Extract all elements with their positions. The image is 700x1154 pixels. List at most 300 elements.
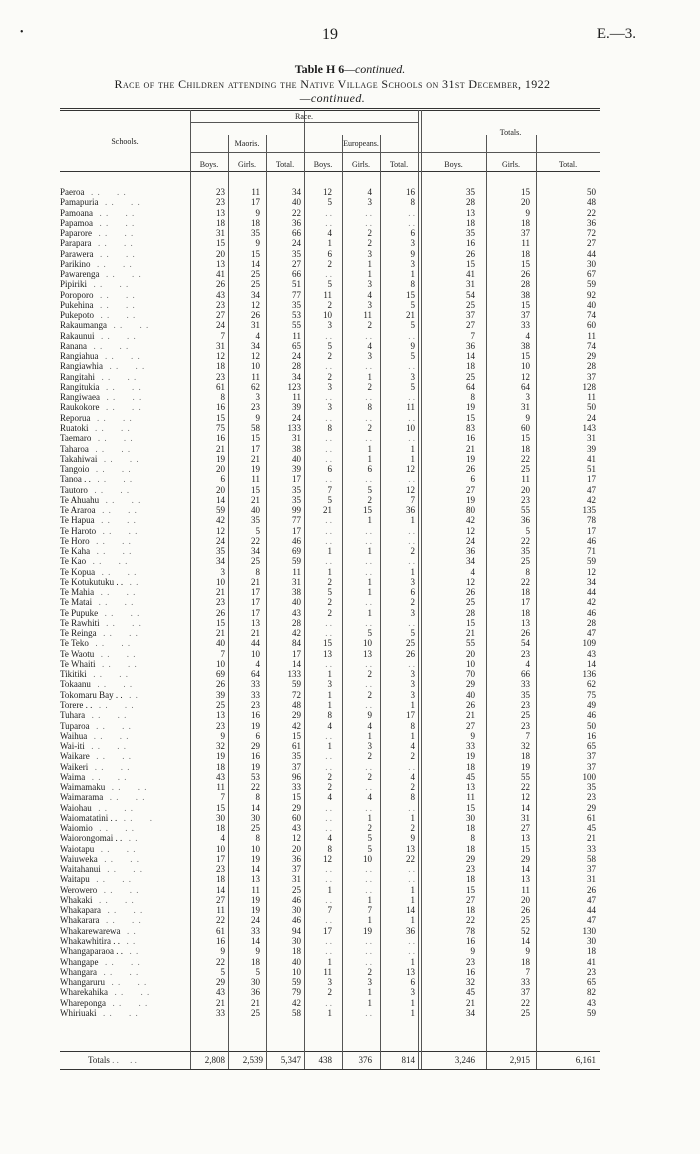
cell-maori-girls: 9 <box>255 238 260 249</box>
cell-total-girls: 18 <box>521 607 530 618</box>
cell-maori-girls: 24 <box>251 915 260 926</box>
cell-maori-total: 79 <box>292 987 301 998</box>
cell-maori-total: 35 <box>292 248 301 259</box>
cell-european-total: 5 <box>410 299 415 310</box>
table-row <box>60 804 600 813</box>
cell-european-total: 8 <box>410 279 415 290</box>
cell-maori-girls: 62 <box>251 381 260 392</box>
cell-european-boys: 1 <box>327 884 332 895</box>
school-name: Reporua . . <box>60 414 152 423</box>
cell-total-boys: 28 <box>466 197 475 208</box>
cell-maori-total: 40 <box>292 597 301 608</box>
cell-maori-boys: 31 <box>216 228 225 239</box>
cell-maori-total: 28 <box>292 361 301 372</box>
cell-maori-total: 72 <box>292 689 301 700</box>
cell-european-girls: 3 <box>367 197 372 208</box>
cell-total-boys: 27 <box>466 320 475 331</box>
school-name: Papamoa . . <box>60 219 152 228</box>
cell-maori-girls: 8 <box>255 566 260 577</box>
cell-total-boys: 12 <box>466 576 475 587</box>
cell-maori-boys: 18 <box>216 761 225 772</box>
cell-maori-girls: 9 <box>255 946 260 957</box>
cell-total-girls: 9 <box>525 946 530 957</box>
cell-maori-total: 36 <box>292 853 301 864</box>
cell-maori-girls: 25 <box>251 279 260 290</box>
cell-european-girls: 1 <box>367 587 372 598</box>
cell-total-boys: 18 <box>466 905 475 916</box>
cell-european-total: 11 <box>406 402 415 413</box>
cell-european-girls <box>342 763 372 772</box>
cell-maori-boys: 32 <box>216 741 225 752</box>
cell-maori-total: 96 <box>292 771 301 782</box>
cell-total-boys: 15 <box>466 884 475 895</box>
cell-european-boys <box>304 219 332 228</box>
cell-total-boys: 12 <box>466 525 475 536</box>
cell-european-boys: 2 <box>327 597 332 608</box>
cell-total-girls: 22 <box>521 535 530 546</box>
cell-maori-total: 123 <box>287 381 301 392</box>
cell-maori-total: 42 <box>292 720 301 731</box>
cell-european-total: 1 <box>410 1007 415 1018</box>
table-row <box>60 711 600 720</box>
cell-european-boys: 2 <box>327 771 332 782</box>
cell-maori-boys: 7 <box>220 792 225 803</box>
cell-maori-total: 35 <box>292 299 301 310</box>
cell-maori-girls: 34 <box>251 546 260 557</box>
table-row <box>60 875 600 884</box>
cell-total-girls: 22 <box>521 782 530 793</box>
cell-total-total: 17 <box>587 474 596 485</box>
cell-total-total: 74 <box>587 340 596 351</box>
school-name: Tangoio . . <box>60 465 152 474</box>
cell-maori-girls: 8 <box>255 833 260 844</box>
cell-european-boys <box>304 629 332 638</box>
cell-maori-boys: 69 <box>216 669 225 680</box>
school-name: Tuparoa . . <box>60 722 152 731</box>
cell-total-girls: 25 <box>521 915 530 926</box>
cell-european-girls: 2 <box>367 689 372 700</box>
cell-maori-boys: 29 <box>216 977 225 988</box>
cell-european-girls: 1 <box>367 576 372 587</box>
table-row <box>60 393 600 402</box>
table-row <box>60 403 600 412</box>
school-name: Te Kao . . <box>60 557 152 566</box>
cell-total-boys: 45 <box>466 771 475 782</box>
cell-maori-girls: 22 <box>251 782 260 793</box>
cell-maori-boys: 21 <box>216 628 225 639</box>
cell-european-girls: 2 <box>367 228 372 239</box>
cell-maori-boys: 5 <box>220 966 225 977</box>
cell-total-boys: 11 <box>466 792 475 803</box>
cell-european-girls <box>342 527 372 536</box>
cell-european-girls <box>342 660 372 669</box>
cell-european-total: 8 <box>410 197 415 208</box>
cell-european-girls: 2 <box>367 669 372 680</box>
table-row <box>60 496 600 505</box>
cell-maori-girls: 30 <box>251 977 260 988</box>
totals-maori-total: 5,347 <box>280 1055 301 1065</box>
cell-total-girls: 28 <box>521 279 530 290</box>
cell-total-girls: 54 <box>521 638 530 649</box>
school-name: Whakawhitira . . . . <box>60 937 152 946</box>
cell-total-girls: 22 <box>521 997 530 1008</box>
cell-maori-total: 55 <box>292 320 301 331</box>
table-row <box>60 763 600 772</box>
cell-total-girls: 18 <box>521 587 530 598</box>
cell-total-girls: 14 <box>521 802 530 813</box>
cell-total-total: 50 <box>587 720 596 731</box>
cell-total-total: 58 <box>587 853 596 864</box>
school-name: Whangape . . <box>60 958 152 967</box>
cell-total-girls: 26 <box>521 269 530 280</box>
totals-all-boys: 3,246 <box>454 1055 475 1065</box>
cell-total-boys: 21 <box>466 997 475 1008</box>
cell-total-boys: 7 <box>470 330 475 341</box>
cell-european-boys <box>304 557 332 566</box>
cell-total-total: 22 <box>587 207 596 218</box>
table-row <box>60 947 600 956</box>
cell-european-total: 7 <box>410 494 415 505</box>
cell-maori-total: 30 <box>292 905 301 916</box>
cell-total-boys: 26 <box>466 464 475 475</box>
cell-total-boys: 9 <box>470 730 475 741</box>
cell-european-total: 1 <box>410 443 415 454</box>
cell-total-girls: 7 <box>525 966 530 977</box>
table-row <box>60 978 600 987</box>
cell-maori-total: 10 <box>292 966 301 977</box>
cell-european-boys <box>304 732 332 741</box>
cell-european-total: 5 <box>410 320 415 331</box>
cell-european-girls: 2 <box>367 771 372 782</box>
cell-maori-boys: 19 <box>216 751 225 762</box>
cell-european-girls <box>342 393 372 402</box>
cell-maori-total: 65 <box>292 340 301 351</box>
cell-total-boys: 15 <box>466 617 475 628</box>
cell-maori-girls: 5 <box>255 966 260 977</box>
cell-total-boys: 19 <box>466 402 475 413</box>
school-name: Torere . . . . <box>60 701 152 710</box>
cell-maori-girls: 23 <box>251 700 260 710</box>
cell-maori-boys: 15 <box>216 617 225 628</box>
cell-total-total: 72 <box>587 228 596 239</box>
cell-maori-boys: 10 <box>216 658 225 669</box>
cell-total-boys: 9 <box>470 946 475 957</box>
table-row <box>60 383 600 392</box>
cell-maori-boys: 21 <box>216 997 225 1008</box>
cell-european-boys: 5 <box>327 279 332 290</box>
cell-european-girls <box>342 434 372 443</box>
table-row <box>60 311 600 320</box>
table-row <box>60 321 600 330</box>
school-name: Waima . . <box>60 773 152 782</box>
school-name: Paeroa . . <box>60 188 152 197</box>
cell-maori-total: 11 <box>292 392 301 403</box>
cell-maori-total: 60 <box>292 812 301 823</box>
cell-total-total: 135 <box>582 505 596 516</box>
table-row <box>60 650 600 659</box>
cell-maori-total: 27 <box>292 258 301 269</box>
cell-european-girls: 4 <box>367 340 372 351</box>
cell-total-girls: 31 <box>521 402 530 413</box>
cell-maori-total: 20 <box>292 843 301 854</box>
cell-european-boys: 2 <box>327 351 332 362</box>
cell-european-girls: 1 <box>367 997 372 1008</box>
cell-maori-girls: 21 <box>251 997 260 1008</box>
cell-european-boys <box>304 619 332 628</box>
cell-total-total: 33 <box>587 843 596 854</box>
cell-maori-girls: 25 <box>251 823 260 834</box>
cell-maori-total: 24 <box>292 412 301 423</box>
cell-total-girls: 55 <box>521 771 530 782</box>
cell-maori-total: 40 <box>292 197 301 208</box>
cell-european-girls: 3 <box>367 279 372 290</box>
cell-maori-boys: 16 <box>216 402 225 413</box>
cell-total-girls: 35 <box>521 689 530 700</box>
cell-maori-boys: 61 <box>216 925 225 936</box>
cell-maori-boys: 31 <box>216 340 225 351</box>
cell-total-total: 82 <box>587 987 596 998</box>
cell-european-total <box>380 393 415 402</box>
table-row <box>60 701 600 710</box>
cell-maori-boys: 23 <box>216 187 225 197</box>
cell-european-boys: 2 <box>327 987 332 998</box>
cell-total-boys: 23 <box>466 864 475 875</box>
cell-european-boys: 1 <box>327 1007 332 1018</box>
cell-maori-girls: 21 <box>251 628 260 639</box>
cell-total-girls: 29 <box>521 853 530 864</box>
cell-european-girls <box>342 783 372 792</box>
school-name: Te Kotukutuku . . . . <box>60 578 152 587</box>
cell-total-total: 62 <box>587 679 596 690</box>
cell-total-total: 59 <box>587 279 596 290</box>
cell-european-girls <box>342 414 372 423</box>
cell-maori-total: 28 <box>292 617 301 628</box>
cell-maori-girls: 16 <box>251 710 260 721</box>
cell-total-total: 46 <box>587 535 596 546</box>
school-name: Waihua . . <box>60 732 152 741</box>
table-row <box>60 424 600 433</box>
table-row <box>60 660 600 669</box>
cell-european-total: 6 <box>410 587 415 598</box>
cell-maori-girls: 4 <box>255 658 260 669</box>
cell-european-total: 1 <box>410 730 415 741</box>
cell-european-girls: 2 <box>367 751 372 762</box>
cell-maori-girls: 18 <box>251 956 260 967</box>
cell-total-girls: 37 <box>521 228 530 239</box>
cell-european-total: 1 <box>410 956 415 967</box>
cell-total-girls: 26 <box>521 628 530 639</box>
subtitle-line2: —continued. <box>299 91 366 105</box>
cell-total-girls: 10 <box>521 361 530 372</box>
cell-maori-boys: 9 <box>220 730 225 741</box>
cell-maori-total: 24 <box>292 351 301 362</box>
cell-european-total: 1 <box>410 700 415 710</box>
cell-total-boys: 42 <box>466 515 475 526</box>
cell-european-girls: 7 <box>367 905 372 916</box>
cell-maori-total: 40 <box>292 453 301 464</box>
cell-total-boys: 16 <box>466 238 475 249</box>
table-row <box>60 486 600 495</box>
cell-european-boys: 12 <box>323 853 332 864</box>
cell-european-girls <box>342 875 372 884</box>
cell-european-total: 1 <box>410 566 415 577</box>
table-row <box>60 209 600 218</box>
cell-maori-boys: 22 <box>216 915 225 926</box>
cell-total-boys: 35 <box>466 187 475 197</box>
cell-european-total: 9 <box>410 833 415 844</box>
table-row <box>60 886 600 895</box>
cell-total-total: 21 <box>587 833 596 844</box>
cell-european-total: 3 <box>410 679 415 690</box>
cell-european-boys: 3 <box>327 679 332 690</box>
table-row <box>60 1009 600 1018</box>
cell-european-total <box>380 219 415 228</box>
school-name: Te Rawhiti . . <box>60 619 152 628</box>
cell-maori-total: 35 <box>292 494 301 505</box>
school-name: Parikino . . <box>60 260 152 269</box>
table-row <box>60 516 600 525</box>
cell-total-boys: 16 <box>466 935 475 946</box>
cell-european-total <box>380 865 415 874</box>
cell-total-total: 11 <box>587 330 596 341</box>
cell-maori-boys: 24 <box>216 535 225 546</box>
cell-total-girls: 33 <box>521 320 530 331</box>
cell-european-boys <box>304 947 332 956</box>
school-name: Rangiawhia . . <box>60 362 152 371</box>
school-name: Whangara . . <box>60 968 152 977</box>
cell-total-girls: 23 <box>521 648 530 659</box>
cell-european-girls <box>342 219 372 228</box>
cell-european-total <box>380 804 415 813</box>
cell-european-boys: 3 <box>327 381 332 392</box>
cell-maori-boys: 21 <box>216 443 225 454</box>
table-row <box>60 639 600 648</box>
table-row <box>60 229 600 238</box>
cell-european-total: 26 <box>406 648 415 659</box>
cell-european-girls <box>342 598 372 607</box>
cell-european-total: 2 <box>410 546 415 557</box>
school-name: Waikeri . . <box>60 763 152 772</box>
cell-european-total: 12 <box>406 464 415 475</box>
school-name: Parawera . . <box>60 250 152 259</box>
cell-maori-total: 30 <box>292 935 301 946</box>
school-name: Whangaparaoa . . . . <box>60 947 152 956</box>
cell-total-girls: 9 <box>525 207 530 218</box>
cell-european-total <box>380 763 415 772</box>
cell-maori-girls: 17 <box>251 197 260 208</box>
school-name: Pukepoto . . <box>60 311 152 320</box>
cell-maori-girls: 17 <box>251 443 260 454</box>
cell-european-girls <box>342 680 372 689</box>
cell-european-total: 14 <box>406 905 415 916</box>
cell-european-total: 1 <box>410 915 415 926</box>
cell-total-total: 47 <box>587 894 596 905</box>
cell-european-boys: 7 <box>327 484 332 495</box>
totals-row <box>60 1054 600 1066</box>
cell-maori-girls: 14 <box>251 258 260 269</box>
cell-maori-boys: 39 <box>216 689 225 700</box>
cell-maori-girls: 30 <box>251 812 260 823</box>
cell-maori-total: 15 <box>292 730 301 741</box>
school-name: Whakarewarewa . . <box>60 927 152 936</box>
cell-maori-boys: 18 <box>216 361 225 372</box>
table-row <box>60 475 600 484</box>
cell-total-total: 39 <box>587 443 596 454</box>
cell-total-boys: 15 <box>466 802 475 813</box>
cell-maori-girls: 35 <box>251 515 260 526</box>
cell-total-total: 100 <box>582 771 596 782</box>
cell-maori-girls: 19 <box>251 720 260 731</box>
cell-total-total: 29 <box>587 802 596 813</box>
cell-total-total: 59 <box>587 1007 596 1018</box>
cell-european-girls: 13 <box>363 648 372 659</box>
cell-total-girls: 36 <box>521 515 530 526</box>
cell-european-total <box>380 332 415 341</box>
table-row <box>60 609 600 618</box>
cell-maori-girls: 14 <box>251 864 260 875</box>
cell-maori-girls: 6 <box>255 730 260 741</box>
cell-european-boys <box>304 896 332 905</box>
cell-maori-girls: 21 <box>251 576 260 587</box>
cell-european-girls: 4 <box>367 289 372 300</box>
cell-total-girls: 14 <box>521 935 530 946</box>
cell-total-girls: 32 <box>521 741 530 752</box>
cell-european-total: 3 <box>410 238 415 249</box>
cell-european-total <box>380 875 415 884</box>
table-row <box>60 999 600 1008</box>
school-name: Waitapu . . <box>60 875 152 884</box>
school-name: Ranana . . <box>60 342 152 351</box>
table-row <box>60 588 600 597</box>
cell-maori-total: 61 <box>292 741 301 752</box>
cell-total-girls: 15 <box>521 433 530 444</box>
cell-european-girls: 3 <box>367 351 372 362</box>
subtitle-line1: Race of the Children attending the Native Village Schools on 31st December, 1922 <box>114 77 551 91</box>
cell-maori-boys: 7 <box>220 330 225 341</box>
school-name: Rangitukia . . <box>60 383 152 392</box>
cell-total-girls: 20 <box>521 894 530 905</box>
cell-european-boys <box>304 516 332 525</box>
cell-maori-boys: 21 <box>216 587 225 598</box>
cell-total-total: 44 <box>587 905 596 916</box>
cell-total-boys: 34 <box>466 1007 475 1018</box>
cell-maori-boys: 26 <box>216 279 225 290</box>
school-name: Takahiwai . . <box>60 455 152 464</box>
table-row <box>60 629 600 638</box>
cell-european-girls <box>342 362 372 371</box>
cell-maori-total: 39 <box>292 402 301 413</box>
cell-european-girls <box>342 865 372 874</box>
header-schools: Schools. <box>111 137 139 146</box>
table-row <box>60 332 600 341</box>
cell-total-girls: 8 <box>525 566 530 577</box>
cell-maori-boys: 7 <box>220 648 225 659</box>
cell-maori-boys: 25 <box>216 700 225 710</box>
school-name: Tikitiki . . <box>60 670 152 679</box>
table-row <box>60 465 600 474</box>
table-bottom-rule <box>60 1069 600 1070</box>
cell-european-boys <box>304 752 332 761</box>
cell-total-total: 11 <box>587 392 596 403</box>
cell-maori-boys: 35 <box>216 546 225 557</box>
cell-total-total: 16 <box>587 730 596 741</box>
school-name: Te Matai . . <box>60 598 152 607</box>
cell-total-boys: 18 <box>466 217 475 228</box>
school-name: Te Whaiti . . <box>60 660 152 669</box>
cell-maori-total: 48 <box>292 700 301 710</box>
cell-total-boys: 21 <box>466 710 475 721</box>
cell-maori-boys: 17 <box>216 853 225 864</box>
